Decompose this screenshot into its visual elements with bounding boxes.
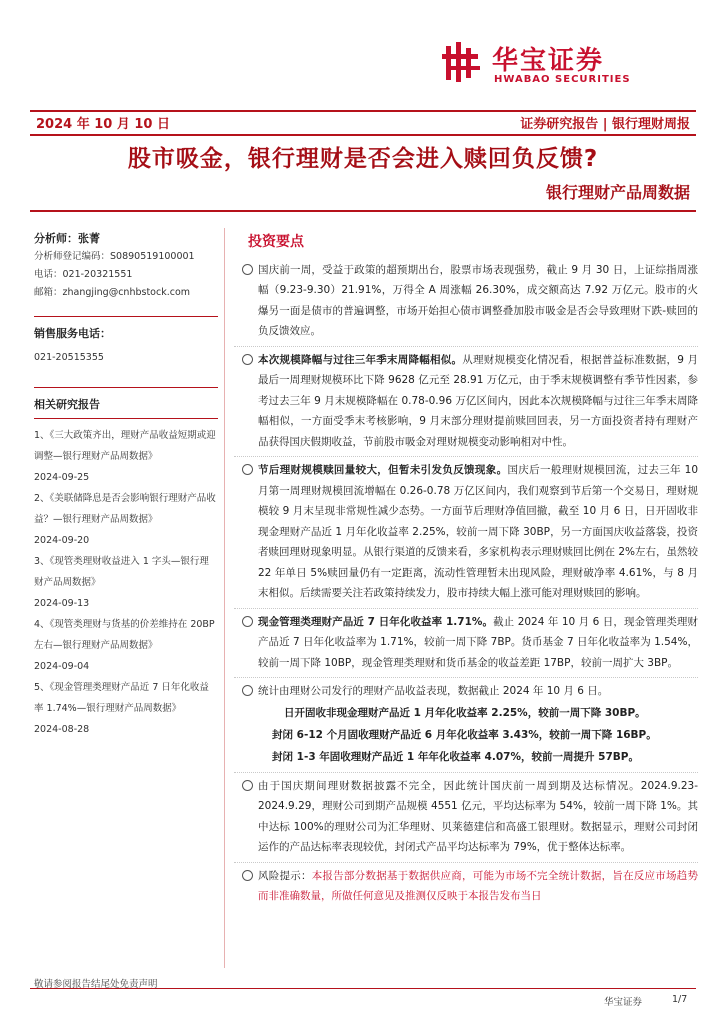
company-logo — [442, 38, 682, 94]
key-point-body: 截止 2024 年 10 月 6 日，现金管理类理财产品近 7 日年化收益率为 1.71%，较前一周下降 7BP。货币基金 7 日年化收益率为 1.54%，较前一周下降 10BP，现金管理类理财和货币基金的收益差距 17BP，较前一周扩大 3BP。 — [258, 615, 698, 669]
page-subtitle: 银行理财产品周数据 — [545, 183, 690, 202]
main-content — [234, 232, 698, 907]
report-date: 2024-09-25 — [34, 472, 90, 483]
risk-text — [258, 866, 698, 907]
related-head: 相关研究报告 — [34, 398, 100, 411]
logo-cn-text: 华宝证券 — [492, 46, 605, 76]
key-point-text — [258, 460, 698, 604]
key-point-text: 统计由理财公司发行的理财产品收益表现，数据截止 2024 年 10 月 6 日。 — [258, 685, 609, 697]
risk-body: 本报告部分数据基于数据供应商，可能为市场不完全统计数据，旨在反应市场趋势而非准确数量，所做任何意见及推测仅反映于本报告发布当日 — [258, 869, 698, 902]
section-head: 投资要点 — [248, 234, 304, 250]
risk-warning — [234, 863, 698, 907]
related-reports — [34, 387, 218, 740]
left-sidebar — [34, 230, 218, 740]
footer-divider — [30, 988, 696, 989]
report-item[interactable]: 3、《现管类理财收益进入 1 字头—银行理财产品周数据》 — [34, 556, 209, 588]
key-point — [234, 347, 698, 458]
title-divider — [30, 210, 696, 212]
report-type: 证券研究报告 | 银行理财周报 — [520, 117, 690, 132]
bullet-icon — [242, 685, 253, 696]
sales-label: 销售服务电话： — [34, 327, 111, 340]
analyst-cert: 分析师登记编码：S0890519100001 — [34, 251, 195, 262]
sales-block — [34, 316, 218, 367]
sales-phone: 021-20515355 — [34, 352, 104, 363]
key-point — [234, 609, 698, 679]
bullet-icon — [242, 616, 253, 627]
key-point-text — [258, 350, 698, 453]
page-number: 1/7 — [672, 994, 688, 1005]
date-bar — [30, 110, 696, 136]
bullet-icon — [242, 464, 253, 475]
key-point-bold: 现金管理类理财产品近 7 日年化收益率 1.71%。 — [258, 615, 494, 628]
risk-label: 风险提示： — [258, 869, 312, 882]
related-divider — [34, 418, 218, 419]
bullet-icon — [242, 264, 253, 275]
report-item[interactable]: 1、《三大政策齐出，理财产品收益短期或迎调整—银行理财产品周数据》 — [34, 430, 216, 462]
report-item[interactable]: 5、《现金管理类理财产品近 7 日年化收益率 1.74%—银行理财产品周数据》 — [34, 682, 209, 714]
footer-company: 华宝证券 — [604, 997, 643, 1008]
hwabao-logo-icon — [442, 42, 482, 82]
yield-line: 封闭 1-3 年固收理财产品近 1 年年化收益率 4.07%，较前一周提升 57BP。 — [272, 750, 639, 763]
logo-en-text: HWABAO SECURITIES — [494, 74, 631, 85]
key-point-bold: 节后理财规模赎回量较大，但暂未引发负反馈现象。 — [258, 464, 508, 476]
report-item[interactable]: 4、《现管类理财与货基的价差维持在 20BP 左右—银行理财产品周数据》 — [34, 619, 215, 651]
disclaimer-note: 敬请参阅报告结尾处免责声明 — [34, 979, 158, 990]
key-point-bold: 本次规模降幅与过往三年季末周降幅相似。 — [258, 353, 463, 366]
page-title: 股市吸金，银行理财是否会进入赎回负反馈? — [127, 146, 599, 172]
key-point — [234, 773, 698, 863]
key-point-text — [258, 612, 698, 674]
analyst-name: 分析师：张菁 — [34, 232, 100, 245]
yield-line: 封闭 6-12 个月固收理财产品近 6 月年化收益率 3.43%，较前一周下降 16BP。 — [272, 728, 657, 741]
report-item[interactable]: 2、《美联储降息是否会影响银行理财产品收益？—银行理财产品周数据》 — [34, 493, 216, 525]
key-point-text: 由于国庆期间理财数据披露不完全，因此统计国庆前一周到期及达标情况。2024.9.23-2024.9.29，理财公司到期产品规模 4551 亿元，平均达标率为 54%，较前一周下降 1%。其中达标 100%的理财公司为汇华理财、贝莱德建信和高盛工银理财。数据显示，理财公司封闭运作的产品达标率表现较优，封闭式产品平均达标率为 79%，优于整体达标率。 — [258, 779, 698, 853]
bullet-icon — [242, 354, 253, 365]
bullet-icon — [242, 870, 253, 881]
yield-line: 日开固收非现金理财产品近 1 月年化收益率 2.25%，较前一周下降 30BP。 — [284, 706, 646, 719]
analyst-phone: 电话：021-20321551 — [34, 269, 133, 280]
column-divider — [224, 228, 225, 968]
report-date: 2024-09-13 — [34, 598, 90, 609]
report-date: 2024-08-28 — [34, 724, 90, 735]
report-date: 2024-09-04 — [34, 661, 90, 672]
key-point — [234, 678, 698, 773]
report-date: 2024-09-20 — [34, 535, 90, 546]
key-point — [234, 257, 698, 347]
key-point-body: 从理财规模变化情况看，根据普益标准数据，9 月最后一周理财规模环比下降 9628 亿元至 28.91 万亿元，由于季末规模调整有季节性因素，参考过去三年 9 月末规模降幅在 0.78-0.96 万亿区间内，因此本次规模降幅与过往三年季末周降幅相似，一方面受季末考核影响，9 月末部分理财提前赎回回表，另一方面投资者持有理财产品获得国庆假期收益，节前股市吸金对理财规模变动影响相对中性。 — [258, 353, 698, 448]
analyst-email[interactable]: 邮箱：zhangjing@cnhbstock.com — [34, 287, 191, 298]
key-point — [234, 457, 698, 609]
key-point-text: 国庆前一周，受益于政策的超预期出台，股票市场表现强势，截止 9 月 30 日，上证综指周涨幅（9.23-9.30）21.91%，万得全 A 周涨幅 26.30%，成交额高达 7.92 万亿元。股市的火爆另一面是债市的普遍调整，市场开始担心债市调整叠加股市吸金是否会导致理财下跌-赎回的负反馈效应。 — [258, 263, 698, 337]
report-date: 2024 年 10 月 10 日 — [36, 117, 170, 132]
bullet-icon — [242, 780, 253, 791]
key-point-body: 国庆后一般理财规模回流，过去三年 10 月第一周理财规模回流增幅在 0.26-0.78 万亿区间内，我们观察到节后第一个交易日，理财规模较 9 月末呈现非常规性减少态势。一方面节后理财净值回撤，截至 10 月 6 日，日开固收非现金理财产品近 1 月年化收益率 2.25%，较前一周下降 30BP，另一方面国庆收益落袋，投资者赎回理财现象明显。从银行渠道的反馈来看，多家机构表示理财赎回比例在 2%左右，虽然较 22 年单日 5%赎回量仍有一定距离，流动性管理暂未出现风险，理财破净率 4.61%，与 8 月末相似。后续需要关注若政策持续发力，股市持续大幅上涨可能对理财赎回的影响。 — [258, 464, 698, 599]
